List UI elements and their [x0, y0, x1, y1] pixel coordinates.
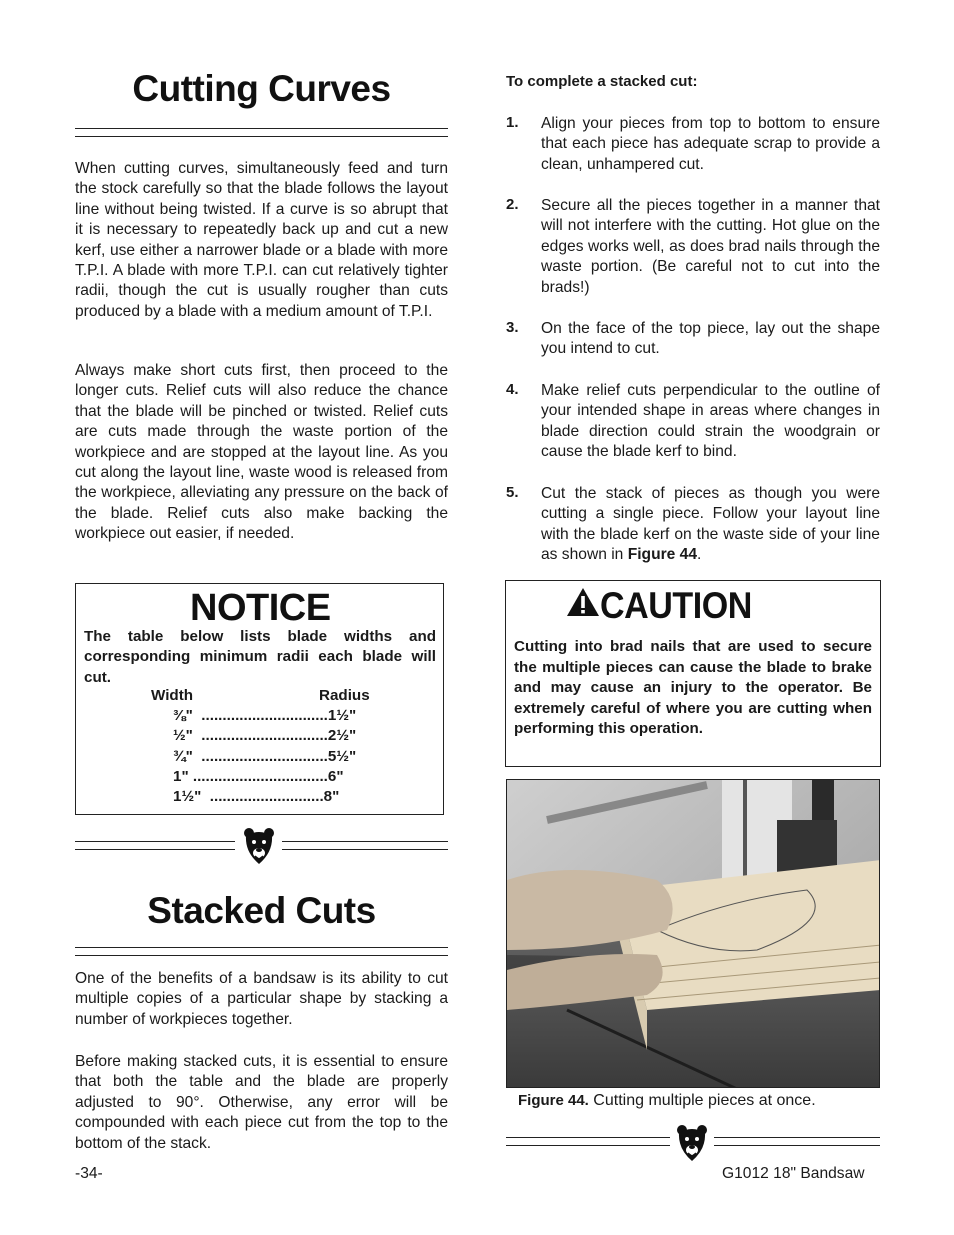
caution-title: CAUTION: [600, 585, 752, 626]
caution-text: Cutting into brad nails that are used to secure the multiple pieces can cause the blade to brake and may cause an injury to the operator. Be extremely careful of where you are cutting when performing this operation.: [514, 638, 872, 738]
stacked-cuts-paragraph-1: One of the benefits of a bandsaw is its ability to cut multiple copies of a particular shape by stacking a number of workpieces together.: [75, 970, 448, 1028]
notice-text: The table below lists blade widths and corresponding minimum radii each blade will cut.: [84, 628, 436, 686]
warning-triangle-icon: [566, 587, 600, 617]
notice-title: NOTICE: [190, 587, 331, 629]
blade-row: ½" ..............................2½": [173, 727, 357, 744]
blade-row: ¾" ..............................5½": [173, 748, 357, 765]
bear-logo-icon: [675, 1123, 709, 1163]
bandsaw-stacked-cut-image: [507, 780, 880, 1088]
figure-label: Figure 44.: [518, 1092, 589, 1109]
stacked-cuts-section: [75, 890, 448, 932]
caution-box: [505, 580, 881, 767]
width-column-header: Width: [151, 687, 194, 704]
step-text: On the face of the top piece, lay out the shape you intend to cut.: [541, 320, 880, 358]
cutting-curves-paragraph-2: Always make short cuts first, then proceed to the longer cuts. Relief cuts will also reduce the chance that the blade will be pinched or twisted. Relief cuts are cuts made through the waste portion of the workpiece and are stopped at the layout line. As you cut along the layout line, waste wood is released from the workpiece, alleviating any pressure on the back of the blade. Relief cuts also make backing the workpiece out easier, if needed.: [75, 362, 448, 543]
page-number: -34-: [75, 1165, 103, 1182]
divider-rule: [75, 841, 235, 850]
divider-rule: [282, 841, 448, 850]
blade-row: 1½" ...........................8": [173, 788, 340, 805]
cutting-curves-title: Cutting Curves: [132, 68, 391, 109]
step-text: Align your pieces from top to bottom to ensure that each piece has adequate scrap to provide a clean, unhampered cut.: [541, 115, 880, 173]
step-text: Make relief cuts perpendicular to the outline of your intended shape in areas where changes in blade direction could strain the woodgrain or cause the blade kerf to bind.: [541, 382, 880, 461]
divider-rule: [714, 1137, 880, 1146]
cutting-curves-section: [75, 68, 448, 110]
stacked-cuts-title: Stacked Cuts: [147, 890, 376, 931]
stacked-cut-heading: To complete a stacked cut:: [506, 73, 698, 90]
step-number: 4.: [506, 381, 519, 398]
notice-box: [75, 583, 444, 815]
step-text: Secure all the pieces together in a manner that will not interfere with the cutting. Hot glue on the edges works well, as does brad nails through the waste portion. (Be careful not to cut into the brads!): [541, 197, 880, 296]
figure-44-caption: Figure 44. Cutting multiple pieces at once.: [518, 1092, 816, 1109]
stacked-cuts-paragraph-2: Before making stacked cuts, it is essential to ensure that both the table and the blade are properly adjusted to 90°. Otherwise, any error will be compounded with each piece cut from the top to the bottom of the stack.: [75, 1053, 448, 1152]
divider-rule: [506, 1137, 670, 1146]
radius-column-header: Radius: [319, 687, 370, 704]
step-text: Cut the stack of pieces as though you were cutting a single piece. Follow your layout line with the blade kerf on the waste side of your line as shown in Figure 44.: [541, 485, 880, 564]
figure-reference[interactable]: Figure 44: [627, 546, 698, 564]
double-rule: [75, 947, 448, 956]
blade-row: ⅜" ..............................1½": [173, 707, 357, 724]
step-number: 1.: [506, 114, 519, 131]
model-name: G1012 18" Bandsaw: [722, 1165, 865, 1182]
step-number: 3.: [506, 319, 519, 336]
cutting-curves-paragraph-1: When cutting curves, simultaneously feed and turn the stock carefully so that the blade follows the layout line without being twisted. If a curve is so abrupt that it is necessary to repeatedly back up and cut a new kerf, use either a narrower blade or a blade with more T.P.I. A blade with more T.P.I. can cut relatively tighter radii, though the cut is usually rougher than cuts produced by a blade with a medium amount of T.P.I.: [75, 160, 448, 320]
blade-row: 1" ................................6": [173, 768, 344, 785]
step-number: 2.: [506, 196, 519, 213]
step-number: 5.: [506, 484, 519, 501]
bear-logo-icon: [242, 826, 276, 866]
figure-44-photo: [506, 779, 880, 1088]
double-rule: [75, 128, 448, 137]
